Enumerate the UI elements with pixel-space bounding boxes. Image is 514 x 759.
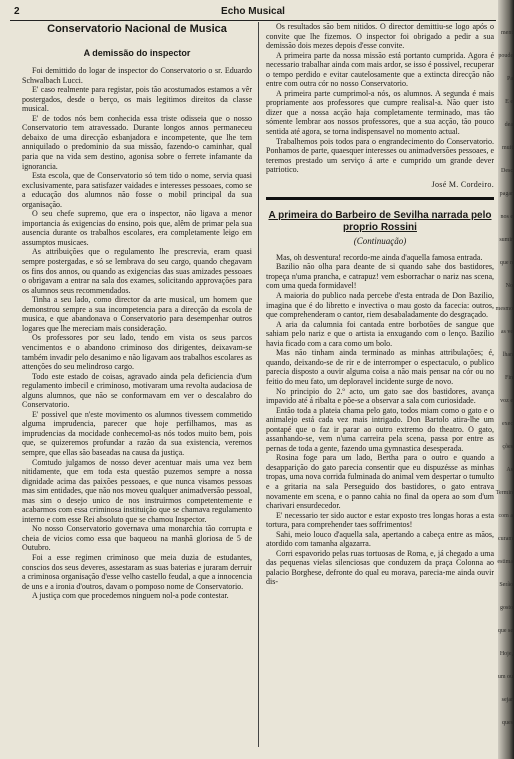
article-title: Conservatorio Nacional de Musica — [47, 23, 227, 35]
bleed-fragment: um ou — [497, 674, 513, 680]
paragraph: Então toda a plateia chama pelo gato, todos miam como o gato e o animalejo está cada vez mais intrigado. Don Bartolo atira-lhe um pontapé que o faz ir parar ao outro extremo do theatro. O gato, assanhando-se, vem n'uma carreira pela scena, passa por entre as pernas de toda a gente, fazendo uma gymnastica desesperada. — [266, 405, 494, 453]
bleed-fragment: sumir — [499, 237, 513, 243]
bleed-fragment: com a — [498, 513, 513, 519]
paragraph: A primeira parte da nossa missão está portanto cumprida. Agora é necessario trabalhar ainda com mais ardor, se isso é possivel, recuperar o tempo perdido e evitar cautelosamente que a extincta direcção não entre com outra cór no nosso Conservatorio. — [266, 50, 494, 89]
page-number: 2 — [14, 6, 20, 17]
bleed-fragment: dea — [504, 122, 513, 128]
paragraph: O seu chefe supremo, que era o inspector, não ligava a menor importancia ás exigencias do ensino, pois que, alêm de primar pela sua ausencia durante os trabalhos escolares, era completamente leigo em assumptos musicaes. — [22, 209, 252, 247]
bleed-fragment: lhan — [502, 352, 513, 358]
story-title: A primeira do Barbeiro de Sevilha narrada pelo proprio Rossini — [268, 210, 492, 234]
paragraph: Esta escola, que de Conservatorio só tem tido o nome, servia quasi exclusivamente, para satisfazer vaidades e interesses pessoaes, como se a educação dos alumnos não fosse o mobil principal da sua organisação. — [22, 171, 252, 209]
paragraph: E' de todos nós bem conhecida essa triste odisseia que o nosso Conservatorio tem atravessado. Durante longos annos permaneceu debaixo de uma direcção esbanjadora e incompetente, que lhe tem anniquilado o predominio da sua missão, fazendo-o caminhar, qual paria que na vida sem destino, agonisa sobre o ferrete infamante da ignorancia. — [22, 113, 252, 171]
bleed-fragment: pagar — [499, 191, 513, 197]
bleed-fragment: estima — [497, 559, 513, 565]
bleed-fragment: curam — [498, 536, 513, 542]
paragraph: Sahi, meio louco d'aquella sala, apertando a cabeça entre as mãos, atordido com tamanha algazarra. — [266, 529, 494, 549]
bleed-fragment: No — [505, 283, 513, 289]
bleed-fragment: gosto — [499, 605, 513, 611]
right-column — [266, 22, 494, 587]
paragraph: Rosina foge para um lado, Bertha para o outro e quando a desapparição do gato parecia consentir que eu dispuzésse as minhas tropas, uma nova corrida fulminada do animal vem despertar o tumulto e a gritaria na sala Perseguido dos bastidores, o gato entrava novamente em scena, e o panno cahia no final da opera ao som d'um charivari ensurdecedor. — [266, 453, 494, 511]
bleed-fragment: Pa — [507, 76, 513, 82]
masthead-title: Echo Musical — [221, 6, 285, 17]
paragraph: Comtudo julgamos de nosso dever acentuar mais uma vez bem nitidamente, que em toda esta questão puzemos sempre a nossa dignidade acima das paixões pessoaes, e que nunca visamos pessoas mas sim entidades, que não nos moveu qualquer animadversão pessoal, mas sim o desejo unico de nos instruirmos competentemente e acabarmos com essa criminosa instituição que se chamava regulamento interno e com esse Rei absoluto que se chamou Inspector. — [22, 457, 252, 524]
paragraph: A justiça com que procedemos ninguem nol-a pode contestar. — [32, 591, 229, 601]
bleed-fragment: ment — [501, 30, 513, 36]
paragraph: E' caso realmente para registar, pois tão acostumados estamos a vêr postergados, desde o berço, os mais legitimos direitos da classe musical. — [22, 85, 252, 114]
bleed-fragment: Desc — [501, 168, 513, 174]
bleed-fragment: Hoje, — [499, 651, 513, 657]
column-divider — [258, 22, 259, 747]
article-subtitle: A demissão do inspector — [83, 47, 191, 58]
paragraph: Trabalhemos pois todos para o engrandecimento do Conservatorio. Ponhamos de parte, quaesquer interesses ou animadversões pessoaes, e teremos prestado um serviço á arte e cumprido um grande dever patriotico. — [266, 136, 494, 175]
bleed-fragment: as ve — [500, 329, 513, 335]
bleed-fragment: ções — [502, 444, 513, 450]
paragraph: A primeira parte cumprimol-a nós, os alumnos. A segunda é mais propriamente aos professores que cumpre realisal-a. Não quer isto dizer que a nossa acção haja completamente terminado, mas tão sómente lembrar aos nossos professores, que a sua acção, tão pouco sentida até agora, se torna indispensavel no momento actual. — [266, 88, 494, 137]
bleed-fragment: Fin — [504, 375, 513, 381]
next-page-bleed — [495, 0, 514, 759]
paragraph: As attribuições que o regulamento lhe prescrevia, eram quasi sempre postergadas, e só se lembrava do seu cargo, quando chegavam os fins dos annos, ou quando as exigencias das suas amizades pessoaes o obrigavam a entrar na sala dos exames, solicitando approvações para os alumnos seus recommendados. — [22, 247, 252, 295]
paragraph: No principio do 2.º acto, um gato sae dos bastidores, avança impavido até á ribalta e põe-se a observar a sala com curiosidade. — [266, 386, 494, 406]
paragraph: Todo este estado de coisas, agravado ainda pela deficiencia d'um regulamento imbecil e criminoso, motivaram uma revolta audaciosa de alguns alumnos, que não se conformavam em ver o descalabro do Conservatorio. — [22, 371, 252, 410]
paragraph: Tinha a seu lado, como director da arte musical, um homem que demonstrou sempre a sua incompetencia para a direcção da escola de musica, e que abandonava o Conservatorio para desempenhar outros logares que lhe mereciam mais consideração. — [22, 295, 252, 333]
paragraph: Os professores por seu lado, tendo em vista os seus parcos vencimentos e o abandono criminoso dos dirigentes, deixavam-se também invadir pelo desanimo e não ligavam aos trabalhos escolares as attenções do seu melindroso cargo. — [22, 333, 252, 372]
bleed-fragment: exec — [502, 421, 513, 427]
paragraph: A maioria do publico nada percebe d'esta entrada de Don Bazilio, imagina que é do libretto e invectiva o mau gosto da facecia: outros, que comprehenderam o cantor, riem desabaladamente do desgraçado. — [266, 291, 494, 320]
bleed-fragment: muit — [501, 145, 513, 151]
bleed-fragment: que n — [499, 260, 513, 266]
author-signature: José M. Cordeiro. — [431, 179, 494, 189]
story-subtitle: (Continuação) — [353, 236, 407, 247]
paragraph: Bazilio não olha para deante de si quando sahe dos bastidores, tropeça n'uma prancha, e catrapuz! vem esborrachar o nariz nas scena, com uma queda formidavel! — [266, 262, 494, 291]
paragraph: E' possivel que n'este movimento os alumnos tivessem commetido alguma imprudencia, parecer que hoje perfilhamos, mas as imprudencias da mocidade conhecemol-as nós todos muito bem, pois que, se quizeremos profundar a razão da sua existencia, veremos sempre, que ellas são baseadas na causa da justiça. — [22, 409, 252, 457]
paragraph: Mas, oh desventura! recordo-me ainda d'aquella famosa entrada. — [276, 252, 483, 262]
paragraph: E' necessario ter sido auctor e estar exposto tres longas horas a esta tortura, para comprehender taes soffrimentos! — [266, 510, 494, 530]
section-rule — [266, 197, 494, 200]
paragraph: Os resultados são bem nitidos. O director demittiu-se logo após o convite que lhe fizemos. O inspector foi obrigado a pedir a sua demissão dois mezes depois d'esse convite. — [266, 22, 494, 51]
page-header — [10, 6, 496, 21]
bleed-fragment: mesmo — [495, 306, 513, 312]
paragraph: Corri espavorido pelas ruas tortuosas de Roma, e, já chegado a uma das pequenas vielas silenciosas que conduzem da praça Colonna ao palacio Borghese, defronte do qual eu morava, parecia-me ainda ouvir dis- — [266, 548, 494, 587]
left-column — [22, 22, 252, 601]
bleed-fragment: As — [506, 467, 513, 473]
bleed-fragment: voz e — [500, 398, 513, 404]
bleed-fragment: ques — [502, 720, 513, 726]
paragraph: No nosso Conservatorio governava uma monarchia tão corrupta e cheia de vicios como essa que baqueou na manhã gloriosa de 5 de Outubro. — [22, 524, 252, 553]
bleed-fragment: Termin — [495, 490, 513, 496]
bleed-fragment: que se — [497, 628, 513, 634]
paragraph: Mas não tinham ainda terminado as minhas attribulações; é, quando, deixando-se de rir e de interromper o espectaculo, o publico parecia disposto a ouvir alguma coisa a não mais pensar na cór ou no feitio do meu fato, um deploravel incidente surge de novo. — [266, 348, 494, 386]
bleed-fragment: Serão — [499, 582, 513, 588]
bleed-fragment: nos e — [500, 214, 513, 220]
paragraph: A aria da calumnia foi cantada entre borbotões de sangue que sahiam pelo nariz e que o artista ia enxugando com o lenço. Bazilio havia ficado com a cara como um bolo. — [266, 319, 494, 348]
bleed-fragment: poude — [498, 53, 513, 59]
paragraph: Foi a esse regimen criminoso que meia duzia de estudantes, conscios dos seus deveres, assestaram as suas baterias e juraram derruir a criminosa organisação d'esse velho castello feudal, a que a innocencia de uns e a ironia d'outros, davam o pomposo nome de Conservatorio. — [22, 552, 252, 591]
bleed-fragment: E e — [505, 99, 513, 105]
paragraph: Foi demittido do logar de inspector do Conservatorio o sr. Eduardo Schwalbach Lucci. — [22, 66, 252, 85]
bleed-fragment: sejar — [501, 697, 513, 703]
